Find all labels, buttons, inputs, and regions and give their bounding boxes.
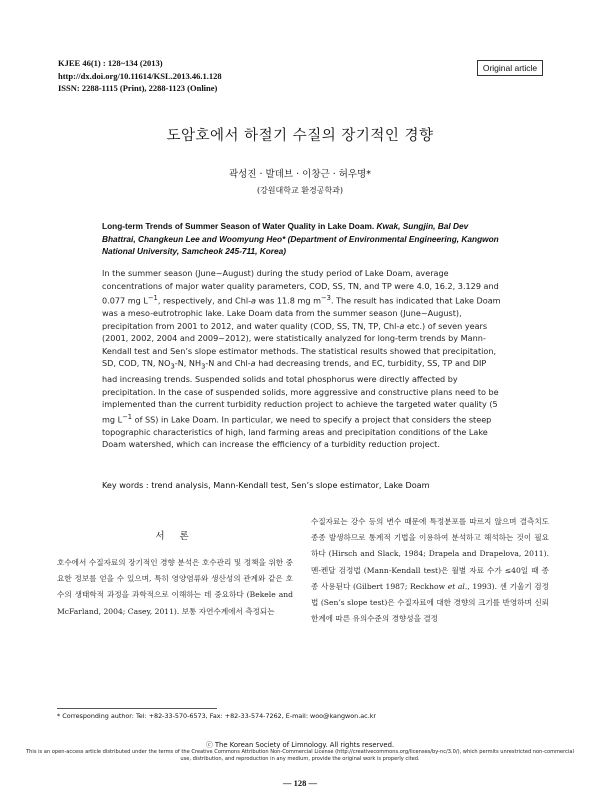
doi-link[interactable]: http://dx.doi.org/10.11614/KSL.2013.46.1.128 — [58, 70, 222, 81]
keywords: Key words : trend analysis, Mann-Kendall test, Sen’s slope estimator, Lake Doam — [102, 480, 430, 490]
body-left-column: 호수에서 수질자료의 장기적인 경향 분석은 호수관리 및 정책을 위한 중요한 정보를 얻을 수 있으며, 특히 영양염류와 생산성의 관계와 같은 호수의 생태학적 과정을 과학적으로 이해하는 데 중요하다 (Bekele and McFarland, 2004; Casey, 2011). 보통 자연수계에서 측정되는 — [57, 558, 293, 616]
korean-title: 도암호에서 하절기 수질의 장기적인 경향 — [166, 128, 434, 144]
journal-header — [58, 57, 222, 95]
issn: ISSN: 2288-1115 (Print), 2288-1123 (Online) — [58, 83, 218, 93]
english-title: Long-term Trends of Summer Season of Water Quality in Lake Doam. — [102, 221, 375, 231]
body-right-column: 수질자료는 강수 등의 변수 때문에 특정분포를 따르지 않으며 결측치도 종종 발생하므로 통계적 기법을 이용하여 분석하고 해석하는 것이 필요하다 (Hirsch and Slack, 1984; Drapela and Drapelova, 2011). 멘-켄달 검정법 (Mann-Kendall test)은 월별 자료 수가 ≤40일 때 종종 사용된다 (Gilbert 1987; Reckhow et al., 1993). 센 기울기 검정법 (Sen’s slope test)은 수질자료에 대한 경향의 크기를 반영하며 신뢰한계에 따른 유의수준의 경향성을 결정 — [311, 517, 549, 624]
license-notice: This is an open-access article distributed under the terms of the Creative Commons Attribution Non-Commercial License (http://creativecommons.org/licenses/by-nc/3.0/), which permits unrestricted non-commercial use, distribution, and reproduction in any medium, provide the original work is properly cited. — [26, 749, 574, 762]
english-authors: Kwak, Sungjin, Bal Dev Bhattrai, Changkeun Lee and Woomyung Heo* (Department of Environmental Engineering, Kangwon National University, Samcheok 245-711, Korea) — [102, 221, 499, 257]
abstract: In the summer season (June~August) during the study period of Lake Doam, average concentrations of major water quality parameters, COD, SS, TN, and TP were 4.0, 16.2, 3.129 and 0.077 mg $L^{-1}$, respectively, and Chl-a was 11.8 mg $m^{-3}$. The result has indicated that Lake Doam was a meso-eutrotrophic lake. Lake Doam data from the summer season (June~August), precipitation from 2001 to 2012, and water quality (COD, SS, TN, TP, Chl-a etc.) of seven years (2001, 2002, 2004 and 2009~2012), were statistically analyzed for long-term trends by Mann-Kendall test and Sen’s slope estimator methods. The statistical results showed that precipitation, SD, COD, TN, $NO_3-N$, $NH_3-N$ and Chl-a had decreasing trends, and EC, turbidity, SS, TP and DIP had increasing trends. Suspended solids and total phosphorus were directly affected by precipitation. In the case of suspended solids, more aggressive and constructive plans need to be implemented than the current turbidity reduction project to achieve the targeted water quality (5 mg $L^{-1}$ of SS) in Lake Doam. In particular, we need to specify a project that considers the steep topographic characteristics of high, land farming areas and precipitation conditions of the Lake Doam watershed, which can increase the efficiency of a turbidity reduction project. — [102, 268, 501, 450]
korean-affiliation: (강원대학교 환경공학과) — [256, 186, 344, 195]
page-number: — 128 — — [283, 778, 317, 788]
journal-citation: KJEE 46(1) : 128~134 (2013) — [58, 58, 163, 68]
corresponding-author-footnote: * Corresponding author: Tel: +82-33-570-6573, Fax: +82-33-574-7262, E-mail: woo@kangwon.ac.kr — [57, 712, 377, 720]
section-heading-introduction: 서 론 — [155, 531, 195, 542]
korean-authors: 곽성진 · 발데브 · 이창근 · 허우명* — [228, 169, 372, 180]
article-type-badge: Original article — [477, 60, 543, 76]
footnote-divider — [57, 708, 217, 709]
copyright-notice: ⓒ The Korean Society of Limnology. All rights reserved. — [205, 741, 395, 749]
english-title-block — [102, 220, 502, 258]
